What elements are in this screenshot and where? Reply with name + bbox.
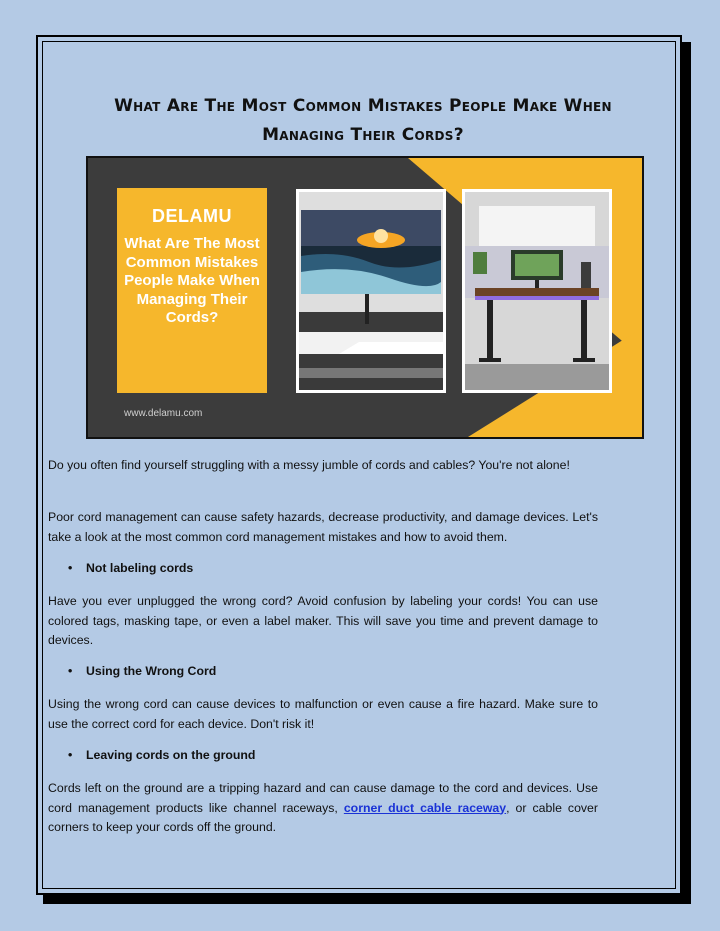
bullet-dot-icon: •	[68, 561, 73, 575]
tv-scene-illustration	[299, 192, 443, 390]
bullet-wrong-cord	[68, 664, 216, 678]
paragraph-text-after-link: , or cable cover corners to keep your cords off the ground.	[48, 800, 598, 834]
standing-desk-photo	[462, 189, 612, 393]
tv-cabinet-photo	[296, 189, 446, 393]
promo-card	[117, 188, 267, 393]
brand-logo: DELAMU	[152, 206, 232, 226]
intro-paragraph: Do you often find yourself struggling with a messy jumble of cords and cables? You're not alone!	[48, 458, 570, 472]
desk-scene-illustration	[465, 192, 609, 390]
promo-headline: What Are The Most Common Mistakes People Make When Managing Their Cords?	[124, 235, 260, 326]
paragraph-poor-management: Poor cord management can cause safety hazards, decrease productivity, and damage devices. Let's take a look at the most common cord management mistakes and how to avoid them.	[48, 510, 598, 544]
paragraph-labeling: Have you ever unplugged the wrong cord? Avoid confusion by labeling your cords! You can use colored tags, masking tape, or even a label maker. This will save you time and prevent damage to devices.	[48, 594, 598, 647]
paragraph-wrong-cord: Using the wrong cord can cause devices to malfunction or even cause a fire hazard. Make sure to use the correct cord for each device. Don't risk it!	[48, 697, 598, 731]
bullet-label: Leaving cords on the ground	[86, 748, 256, 762]
bullet-label: Not labeling cords	[86, 561, 194, 575]
bullet-cords-ground	[68, 748, 255, 762]
paragraph-text-before-link: Cords left on the ground are a tripping hazard and can cause damage to the cord and devices. Use cord management products like channel raceways,	[48, 781, 598, 815]
website-text: www.delamu.com	[124, 408, 203, 419]
hero-image	[86, 156, 644, 439]
bullet-not-labeling	[68, 561, 193, 575]
paragraph-cords-ground	[48, 779, 598, 838]
corner-duct-raceway-link[interactable]: corner duct cable raceway	[343, 800, 507, 815]
bullet-label: Using the Wrong Cord	[86, 664, 217, 678]
page-title: What Are The Most Common Mistakes People Make When Managing Their Cords?	[114, 96, 612, 145]
bullet-dot-icon: •	[68, 664, 73, 678]
bullet-dot-icon: •	[68, 748, 73, 762]
